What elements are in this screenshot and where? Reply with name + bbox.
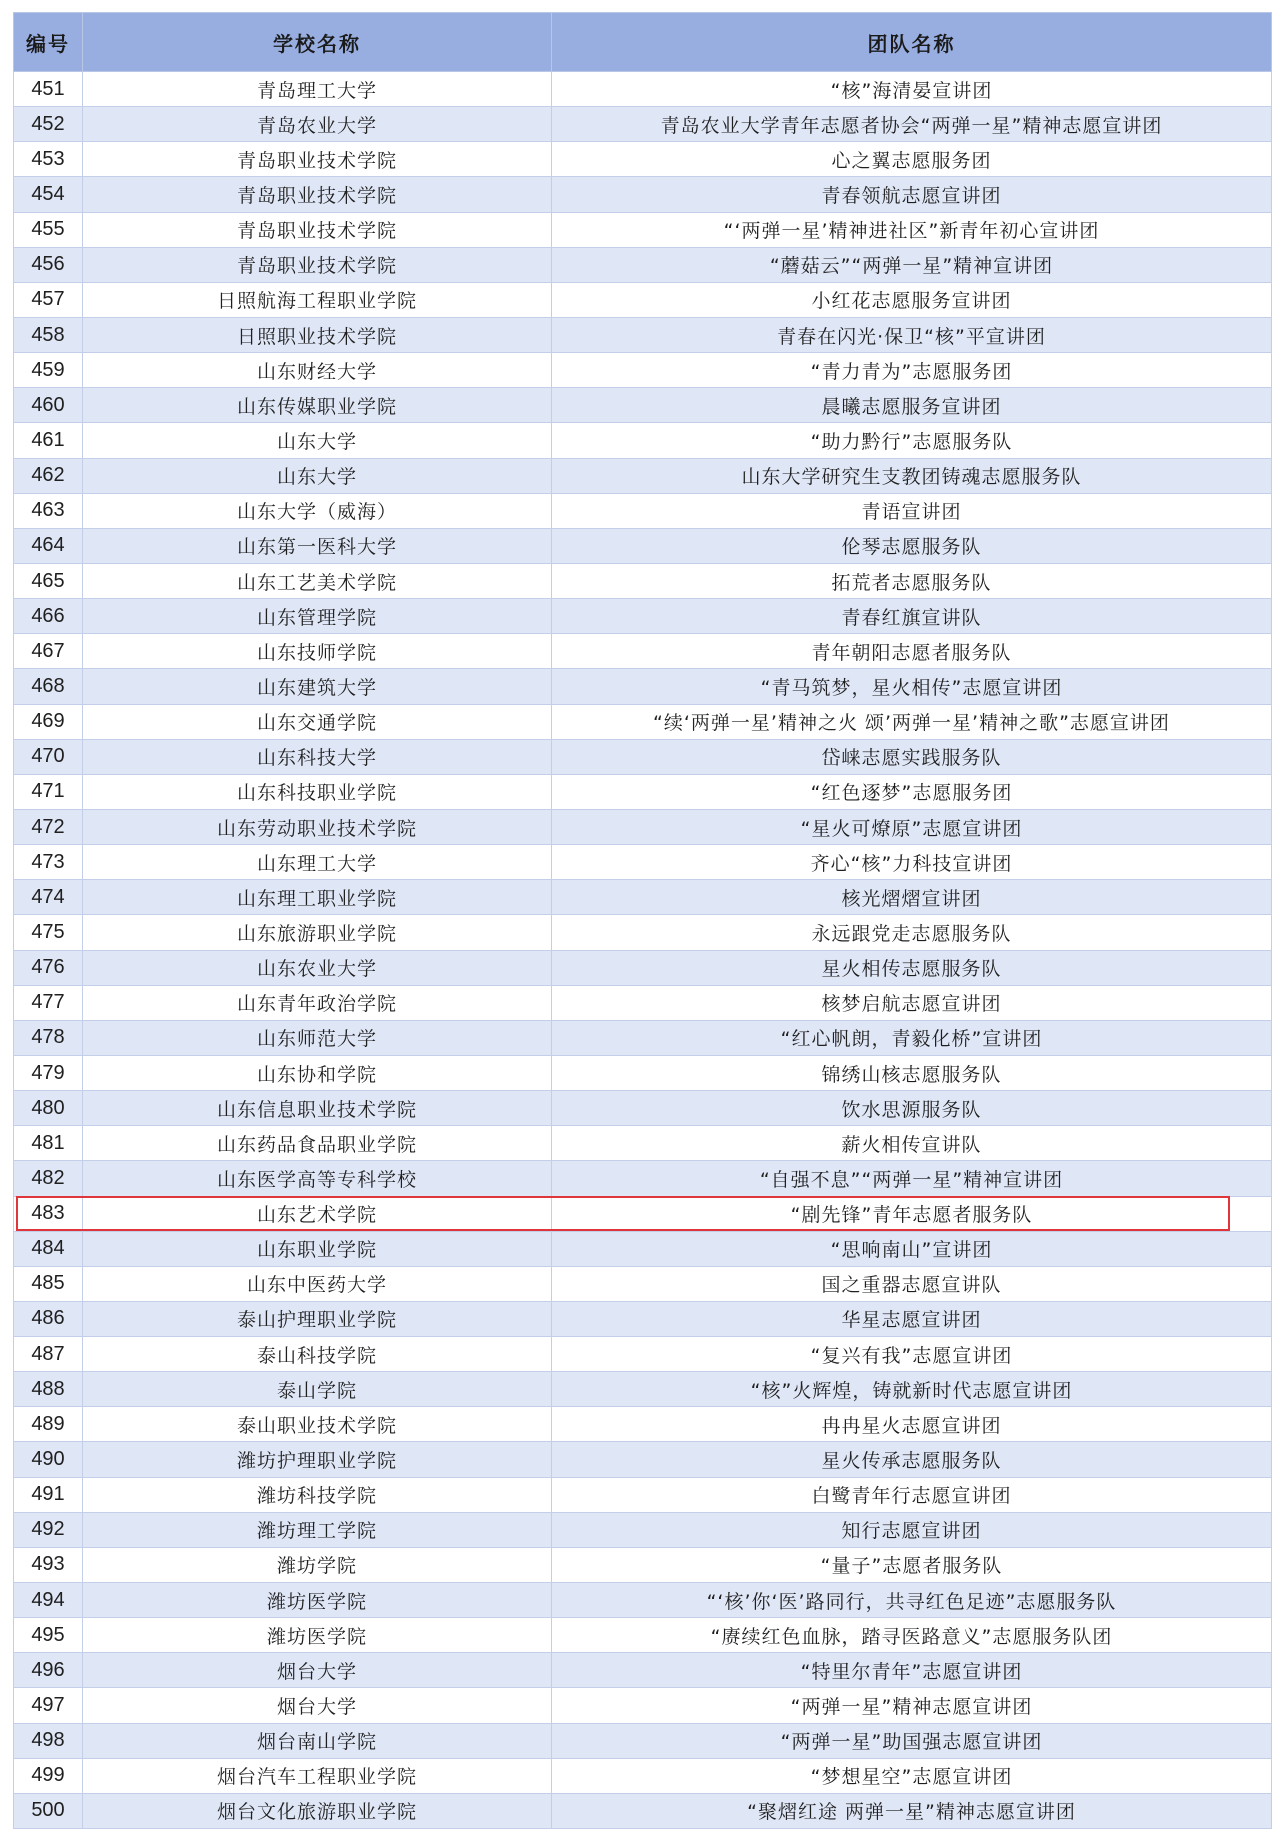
row-number: 474: [14, 880, 83, 915]
row-number: 482: [14, 1161, 83, 1196]
table-row: [14, 528, 1272, 563]
table-row: [14, 845, 1272, 880]
team-name-cell: 核梦启航志愿宣讲团: [552, 985, 1272, 1020]
table-row: [14, 1723, 1272, 1758]
school-name-cell: 泰山护理职业学院: [83, 1301, 552, 1336]
team-name-cell: “助力黔行”志愿服务队: [552, 423, 1272, 458]
school-name-cell: 山东建筑大学: [83, 669, 552, 704]
school-name-cell: 潍坊医学院: [83, 1618, 552, 1653]
team-name-cell: 核光熠熠宣讲团: [552, 880, 1272, 915]
row-number: 454: [14, 177, 83, 212]
team-name-cell: “聚熠红途 两弹一星”精神志愿宣讲团: [552, 1793, 1272, 1828]
school-name-cell: 青岛职业技术学院: [83, 247, 552, 282]
row-number: 480: [14, 1091, 83, 1126]
team-name-cell: 山东大学研究生支教团铸魂志愿服务队: [552, 458, 1272, 493]
table-row: [14, 809, 1272, 844]
team-name-cell: “红色逐梦”志愿服务团: [552, 774, 1272, 809]
row-number: 493: [14, 1547, 83, 1582]
table-row: [14, 388, 1272, 423]
table-header-row: [14, 13, 1272, 72]
table-row: [14, 247, 1272, 282]
team-name-cell: “梦想星空”志愿宣讲团: [552, 1758, 1272, 1793]
team-name-cell: 齐心“核”力科技宣讲团: [552, 845, 1272, 880]
school-name-cell: 山东师范大学: [83, 1020, 552, 1055]
table-row: [14, 950, 1272, 985]
team-name-cell: “核”海清晏宣讲团: [552, 72, 1272, 107]
table-row: [14, 72, 1272, 107]
table-row: [14, 1020, 1272, 1055]
school-name-cell: 山东科技大学: [83, 739, 552, 774]
school-name-cell: 山东管理学院: [83, 599, 552, 634]
team-name-cell: 冉冉星火志愿宣讲团: [552, 1407, 1272, 1442]
team-name-cell: 心之翼志愿服务团: [552, 142, 1272, 177]
school-name-cell: 烟台文化旅游职业学院: [83, 1793, 552, 1828]
table-row: [14, 1266, 1272, 1301]
team-name-cell: 青春在闪光·保卫“核”平宣讲团: [552, 317, 1272, 352]
team-name-cell: 星火传承志愿服务队: [552, 1442, 1272, 1477]
row-number: 483: [14, 1196, 83, 1231]
school-name-cell: 山东中医药大学: [83, 1266, 552, 1301]
row-number: 453: [14, 142, 83, 177]
row-number: 486: [14, 1301, 83, 1336]
school-name-cell: 山东旅游职业学院: [83, 915, 552, 950]
row-number: 457: [14, 282, 83, 317]
team-name-cell: “青马筑梦，星火相传”志愿宣讲团: [552, 669, 1272, 704]
school-name-cell: 山东职业学院: [83, 1231, 552, 1266]
row-number: 477: [14, 985, 83, 1020]
team-name-cell: 青年朝阳志愿者服务队: [552, 634, 1272, 669]
team-name-cell: 星火相传志愿服务队: [552, 950, 1272, 985]
row-number: 466: [14, 599, 83, 634]
team-name-cell: “两弹一星”助国强志愿宣讲团: [552, 1723, 1272, 1758]
table-row: [14, 1547, 1272, 1582]
header-number: 编号: [14, 13, 83, 72]
school-name-cell: 泰山职业技术学院: [83, 1407, 552, 1442]
team-name-cell: “两弹一星”精神志愿宣讲团: [552, 1688, 1272, 1723]
row-number: 499: [14, 1758, 83, 1793]
row-number: 472: [14, 809, 83, 844]
table-row: [14, 1758, 1272, 1793]
school-name-cell: 山东大学: [83, 423, 552, 458]
team-name-cell: 永远跟党走志愿服务队: [552, 915, 1272, 950]
team-name-cell: “青力青为”志愿服务团: [552, 353, 1272, 388]
table-row: [14, 1688, 1272, 1723]
team-name-cell: “‘两弹一星’精神进社区”新青年初心宣讲团: [552, 212, 1272, 247]
team-name-cell: 华星志愿宣讲团: [552, 1301, 1272, 1336]
school-name-cell: 烟台大学: [83, 1688, 552, 1723]
table-row: [14, 1618, 1272, 1653]
row-number: 473: [14, 845, 83, 880]
team-roster-table: [13, 12, 1272, 1829]
team-name-cell: “思响南山”宣讲团: [552, 1231, 1272, 1266]
school-name-cell: 山东技师学院: [83, 634, 552, 669]
school-name-cell: 日照职业技术学院: [83, 317, 552, 352]
school-name-cell: 日照航海工程职业学院: [83, 282, 552, 317]
row-number: 491: [14, 1477, 83, 1512]
row-number: 479: [14, 1055, 83, 1090]
row-number: 462: [14, 458, 83, 493]
row-number: 487: [14, 1337, 83, 1372]
school-name-cell: 青岛职业技术学院: [83, 212, 552, 247]
table-row: [14, 599, 1272, 634]
school-name-cell: 山东工艺美术学院: [83, 563, 552, 598]
table-row: [14, 458, 1272, 493]
table-row: [14, 1231, 1272, 1266]
school-name-cell: 青岛理工大学: [83, 72, 552, 107]
school-name-cell: 泰山科技学院: [83, 1337, 552, 1372]
school-name-cell: 山东信息职业技术学院: [83, 1091, 552, 1126]
school-name-cell: 潍坊医学院: [83, 1583, 552, 1618]
school-name-cell: 山东理工大学: [83, 845, 552, 880]
school-name-cell: 青岛职业技术学院: [83, 142, 552, 177]
table-row: [14, 1512, 1272, 1547]
row-number: 465: [14, 563, 83, 598]
team-name-cell: 青春领航志愿宣讲团: [552, 177, 1272, 212]
team-name-cell: “复兴有我”志愿宣讲团: [552, 1337, 1272, 1372]
team-name-cell: 青春红旗宣讲队: [552, 599, 1272, 634]
table-row: [14, 669, 1272, 704]
row-number: 463: [14, 493, 83, 528]
team-name-cell: “特里尔青年”志愿宣讲团: [552, 1653, 1272, 1688]
school-name-cell: 山东医学高等专科学校: [83, 1161, 552, 1196]
row-number: 495: [14, 1618, 83, 1653]
school-name-cell: 青岛职业技术学院: [83, 177, 552, 212]
row-number: 475: [14, 915, 83, 950]
row-number: 458: [14, 317, 83, 352]
team-name-cell: 岱崃志愿实践服务队: [552, 739, 1272, 774]
table-row: [14, 1301, 1272, 1336]
table-row: [14, 1442, 1272, 1477]
team-name-cell: 饮水思源服务队: [552, 1091, 1272, 1126]
table-row: [14, 1407, 1272, 1442]
row-number: 492: [14, 1512, 83, 1547]
school-name-cell: 山东大学（威海）: [83, 493, 552, 528]
school-name-cell: 潍坊科技学院: [83, 1477, 552, 1512]
table-row: [14, 985, 1272, 1020]
team-name-cell: 国之重器志愿宣讲队: [552, 1266, 1272, 1301]
row-number: 470: [14, 739, 83, 774]
row-number: 485: [14, 1266, 83, 1301]
school-name-cell: 潍坊护理职业学院: [83, 1442, 552, 1477]
team-name-cell: 薪火相传宣讲队: [552, 1126, 1272, 1161]
row-number: 481: [14, 1126, 83, 1161]
school-name-cell: 山东劳动职业技术学院: [83, 809, 552, 844]
row-number: 461: [14, 423, 83, 458]
table-row: [14, 634, 1272, 669]
row-number: 476: [14, 950, 83, 985]
school-name-cell: 山东科技职业学院: [83, 774, 552, 809]
team-name-cell: 知行志愿宣讲团: [552, 1512, 1272, 1547]
table-row: [14, 493, 1272, 528]
row-number: 484: [14, 1231, 83, 1266]
table-row: [14, 915, 1272, 950]
table-row: [14, 142, 1272, 177]
team-name-cell: 伦琴志愿服务队: [552, 528, 1272, 563]
row-number: 468: [14, 669, 83, 704]
team-name-cell: “量子”志愿者服务队: [552, 1547, 1272, 1582]
table-row: [14, 282, 1272, 317]
school-name-cell: 山东财经大学: [83, 353, 552, 388]
team-name-cell: “赓续红色血脉，踏寻医路意义”志愿服务队团: [552, 1618, 1272, 1653]
table-row: [14, 704, 1272, 739]
row-number: 494: [14, 1583, 83, 1618]
header-school-name: 学校名称: [83, 13, 552, 72]
team-name-cell: “星火可燎原”志愿宣讲团: [552, 809, 1272, 844]
team-name-cell: “‘核’你‘医’路同行，共寻红色足迹”志愿服务队: [552, 1583, 1272, 1618]
team-name-cell: 白鹭青年行志愿宣讲团: [552, 1477, 1272, 1512]
table-row: [14, 1126, 1272, 1161]
row-number: 469: [14, 704, 83, 739]
table-row: [14, 1196, 1272, 1231]
team-name-cell: “红心帆朗，青毅化桥”宣讲团: [552, 1020, 1272, 1055]
school-name-cell: 山东交通学院: [83, 704, 552, 739]
row-number: 489: [14, 1407, 83, 1442]
table-row: [14, 177, 1272, 212]
row-number: 497: [14, 1688, 83, 1723]
table-row: [14, 1583, 1272, 1618]
table-row: [14, 212, 1272, 247]
table-row: [14, 774, 1272, 809]
school-name-cell: 山东第一医科大学: [83, 528, 552, 563]
row-number: 496: [14, 1653, 83, 1688]
table-row: [14, 107, 1272, 142]
school-name-cell: 山东协和学院: [83, 1055, 552, 1090]
school-name-cell: 山东理工职业学院: [83, 880, 552, 915]
school-name-cell: 潍坊学院: [83, 1547, 552, 1582]
row-number: 452: [14, 107, 83, 142]
table-row: [14, 1793, 1272, 1828]
table-row: [14, 1161, 1272, 1196]
row-number: 478: [14, 1020, 83, 1055]
header-team-name: 团队名称: [552, 13, 1272, 72]
row-number: 490: [14, 1442, 83, 1477]
row-number: 456: [14, 247, 83, 282]
team-name-cell: 晨曦志愿服务宣讲团: [552, 388, 1272, 423]
school-name-cell: 山东农业大学: [83, 950, 552, 985]
school-name-cell: 山东青年政治学院: [83, 985, 552, 1020]
row-number: 471: [14, 774, 83, 809]
row-number: 467: [14, 634, 83, 669]
row-number: 455: [14, 212, 83, 247]
table-row: [14, 739, 1272, 774]
row-number: 500: [14, 1793, 83, 1828]
school-name-cell: 潍坊理工学院: [83, 1512, 552, 1547]
school-name-cell: 青岛农业大学: [83, 107, 552, 142]
team-name-cell: 青语宣讲团: [552, 493, 1272, 528]
table-row: [14, 563, 1272, 598]
row-number: 464: [14, 528, 83, 563]
school-name-cell: 泰山学院: [83, 1372, 552, 1407]
row-number: 498: [14, 1723, 83, 1758]
table-row: [14, 1477, 1272, 1512]
school-name-cell: 山东传媒职业学院: [83, 388, 552, 423]
table-row: [14, 1653, 1272, 1688]
table-row: [14, 1091, 1272, 1126]
school-name-cell: 烟台南山学院: [83, 1723, 552, 1758]
row-number: 451: [14, 72, 83, 107]
team-name-cell: “剧先锋”青年志愿者服务队: [552, 1196, 1272, 1231]
team-name-cell: 小红花志愿服务宣讲团: [552, 282, 1272, 317]
school-name-cell: 山东艺术学院: [83, 1196, 552, 1231]
table-row: [14, 353, 1272, 388]
table-row: [14, 423, 1272, 458]
table-row: [14, 1055, 1272, 1090]
team-name-cell: 青岛农业大学青年志愿者协会“两弹一星”精神志愿宣讲团: [552, 107, 1272, 142]
row-number: 488: [14, 1372, 83, 1407]
team-name-cell: “自强不息”“两弹一星”精神宣讲团: [552, 1161, 1272, 1196]
school-name-cell: 山东药品食品职业学院: [83, 1126, 552, 1161]
team-name-cell: “蘑菇云”“两弹一星”精神宣讲团: [552, 247, 1272, 282]
team-name-cell: “核”火辉煌，铸就新时代志愿宣讲团: [552, 1372, 1272, 1407]
table-row: [14, 317, 1272, 352]
row-number: 460: [14, 388, 83, 423]
team-name-cell: “续‘两弹一星’精神之火 颂’两弹一星’精神之歌”志愿宣讲团: [552, 704, 1272, 739]
table-row: [14, 1337, 1272, 1372]
row-number: 459: [14, 353, 83, 388]
team-name-cell: 锦绣山核志愿服务队: [552, 1055, 1272, 1090]
table-row: [14, 880, 1272, 915]
school-name-cell: 烟台大学: [83, 1653, 552, 1688]
school-name-cell: 山东大学: [83, 458, 552, 493]
school-name-cell: 烟台汽车工程职业学院: [83, 1758, 552, 1793]
team-name-cell: 拓荒者志愿服务队: [552, 563, 1272, 598]
table-row: [14, 1372, 1272, 1407]
